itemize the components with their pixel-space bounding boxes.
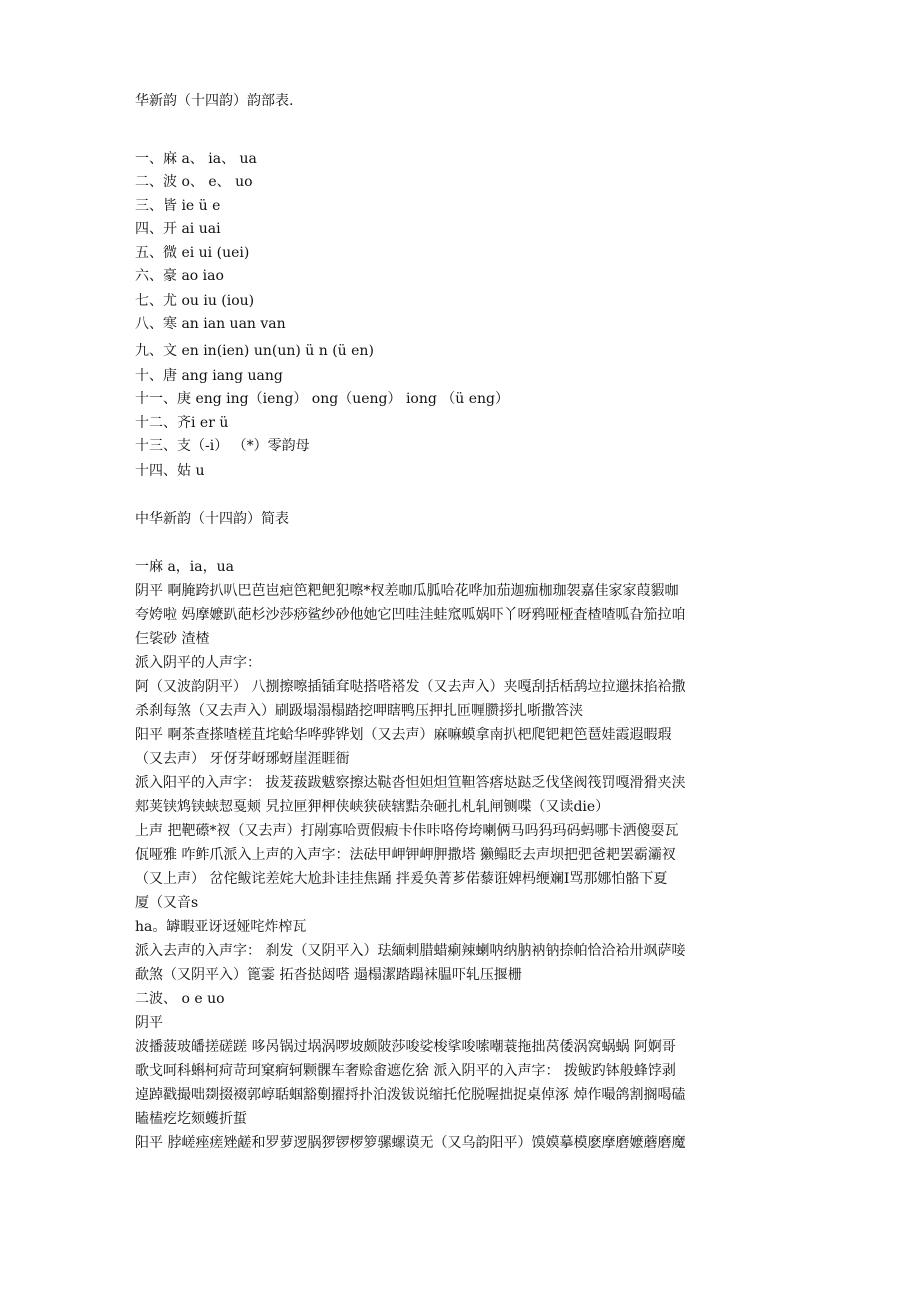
body-line: 阳平 啊茶查搽喳槎苴垞蛤华哗骅铧划（又去声）麻嘛蟆拿南扒杷爬钯耙笆琶娃霞遐暇瑕 <box>135 727 672 743</box>
body-line: 一麻 a，ia，ua <box>135 559 234 575</box>
doc-subtitle: 中华新韵（十四韵）简表 <box>135 511 289 527</box>
rhyme-list-item: 八、寒 an ian uan van <box>135 316 286 332</box>
body-line: 阴平 啊腌跨扒叭巴芭岜疤笆粑鲃犯嚓*杈差咖瓜胍哈花哗加茄迦痂枷珈袈嘉佳家家葭貑咖 <box>135 583 679 599</box>
rhyme-list-item: 十二、齐i er ü <box>135 415 229 431</box>
body-line: 阳平 脖嵯痤瘥矬鹾和罗萝逻脶猡锣椤箩骡螺谟无（又乌韵阳平）馍嫫摹模麽摩磨嬷蘑磨魔 <box>135 1135 686 1151</box>
body-line: 上声 把靶礤*衩（又去声）打剐寡哈贾假瘕卡佧咔咯侉垮喇俩马吗犸玛码蚂哪卡洒傻耍瓦 <box>135 823 679 839</box>
rhyme-list-item: 三、皆 ie ü e <box>135 198 221 214</box>
doc-title: 华新韵（十四韵）韵部表. <box>135 93 294 109</box>
body-line: 阿（又波韵阴平） 八捌擦嚓插锸耷哒搭嗒褡发（又去声入）夹嘎刮括栝鸹垃拉邋抹掐袷撒 <box>135 679 686 695</box>
body-line: （又去声） 牙伢芽岈琊蚜崖涯睚衙 <box>135 751 350 767</box>
rhyme-list-item: 五、微 ei ui (uei) <box>135 245 250 261</box>
rhyme-list-item: 九、文 en in(ien) un(un) ü n (ü en) <box>135 343 374 359</box>
body-line: 逴踔戳撮咄剟掇裰郭崞聒蝈豁劐擢捋扑泊泼钹说缩托佗脱喔拙捉桌倬涿 焯作嘬鸽割搁喝磕 <box>135 1087 686 1103</box>
rhyme-list-item: 六、豪 ao iao <box>135 268 224 284</box>
body-line: 郏荚铗鸩铗蛱恝戛颊 旯拉匣狎柙侠峡狭硖辖黠杂砸扎札轧闸铡喋（又读die） <box>135 799 610 815</box>
body-line: 夸姱啦 妈摩嬷趴葩杉沙莎痧鲨纱砂他她它凹哇洼蛙窊呱娲吓丫呀鸦哑桠査楂喳呱旮笳拉咱 <box>135 607 686 623</box>
body-line: 阴平 <box>135 1015 163 1031</box>
rhyme-list-item: 四、开 ai uai <box>135 221 221 237</box>
body-line: 派入阳平的入声字： 拔茇菝跋魃察擦达鞑沓怛妲炟笪靼答瘩垯跶乏伐垡阀筏罚嘎滑猾夹浃 <box>135 775 686 791</box>
body-line: 歌戈呵科蝌柯疴苛珂窠痾轲颗髁车奢赊畬遮仡猞 派入阴平的入声字： 拨鲅趵钵般蜂饽剥 <box>135 1063 676 1079</box>
rhyme-list-item: 二、波 o、 e、 uo <box>135 174 253 190</box>
rhyme-list-item: 十一、庚 eng ing（ieng） ong（ueng） iong （ü eng） <box>135 391 510 407</box>
rhyme-list-item: 十三、支（-i） （*）零韵母 <box>135 438 310 454</box>
body-line: 佤哑雅 咋鲊爪派入上声的入声字：法砝甲岬钾岬胛撒塔 獭鳎眨去声坝把弝爸耙罢霸灞衩 <box>135 847 676 863</box>
body-line: 派入去声的入声字： 刹发（又阴平入）珐緬剌腊蜡瘌辣蝲呐纳肭衲钠捺帕恰洽袷卅飒萨唼 <box>135 943 686 959</box>
rhyme-list-item: 十、唐 ang iang uang <box>135 368 283 384</box>
body-line: ha。罅暇亚讶迓娅咤炸榨瓦 <box>135 919 307 935</box>
body-line: （又上声） 岔侘鲅诧差姹大尬卦诖挂焦踊 拌爰奂菁芗偌藜诳婢杩缏斓I骂那娜怕骼下夏 <box>135 871 668 887</box>
body-line: 杀刹每煞（又去声入）刷趿塌溻榻踏挖呷瞎鸭压押扎匝喱臜拶扎哳撒答浃 <box>135 703 583 719</box>
rhyme-list-item: 一、麻 a、 ia、 ua <box>135 151 257 167</box>
body-line: 厦（又音s <box>135 895 199 911</box>
body-line: 二波、 o e uo <box>135 991 225 1007</box>
body-line: 派入阴平的人声字： <box>135 655 261 671</box>
rhyme-list-item: 七、尤 ou iu (iou) <box>135 293 255 309</box>
body-line: 波播菠玻皤搓磋蹉 哆呙锅过埚涡啰坡颇陂莎唆娑梭挲唆嗦嘲蓑拖拙莴倭涡窝蜗蜗 阿婀哥 <box>135 1039 676 1055</box>
body-line: 歃煞（又阴平入）篦霎 拓沓挞闼嗒 遢榻潔踏蹋袜腽吓轧压揠栅 <box>135 967 522 983</box>
rhyme-list-item: 十四、姑 u <box>135 463 205 479</box>
body-line: 仨裟砂 渣楂 <box>135 631 210 647</box>
body-line: 瞌榼疙圪颏蠖折蜇 <box>135 1111 247 1127</box>
